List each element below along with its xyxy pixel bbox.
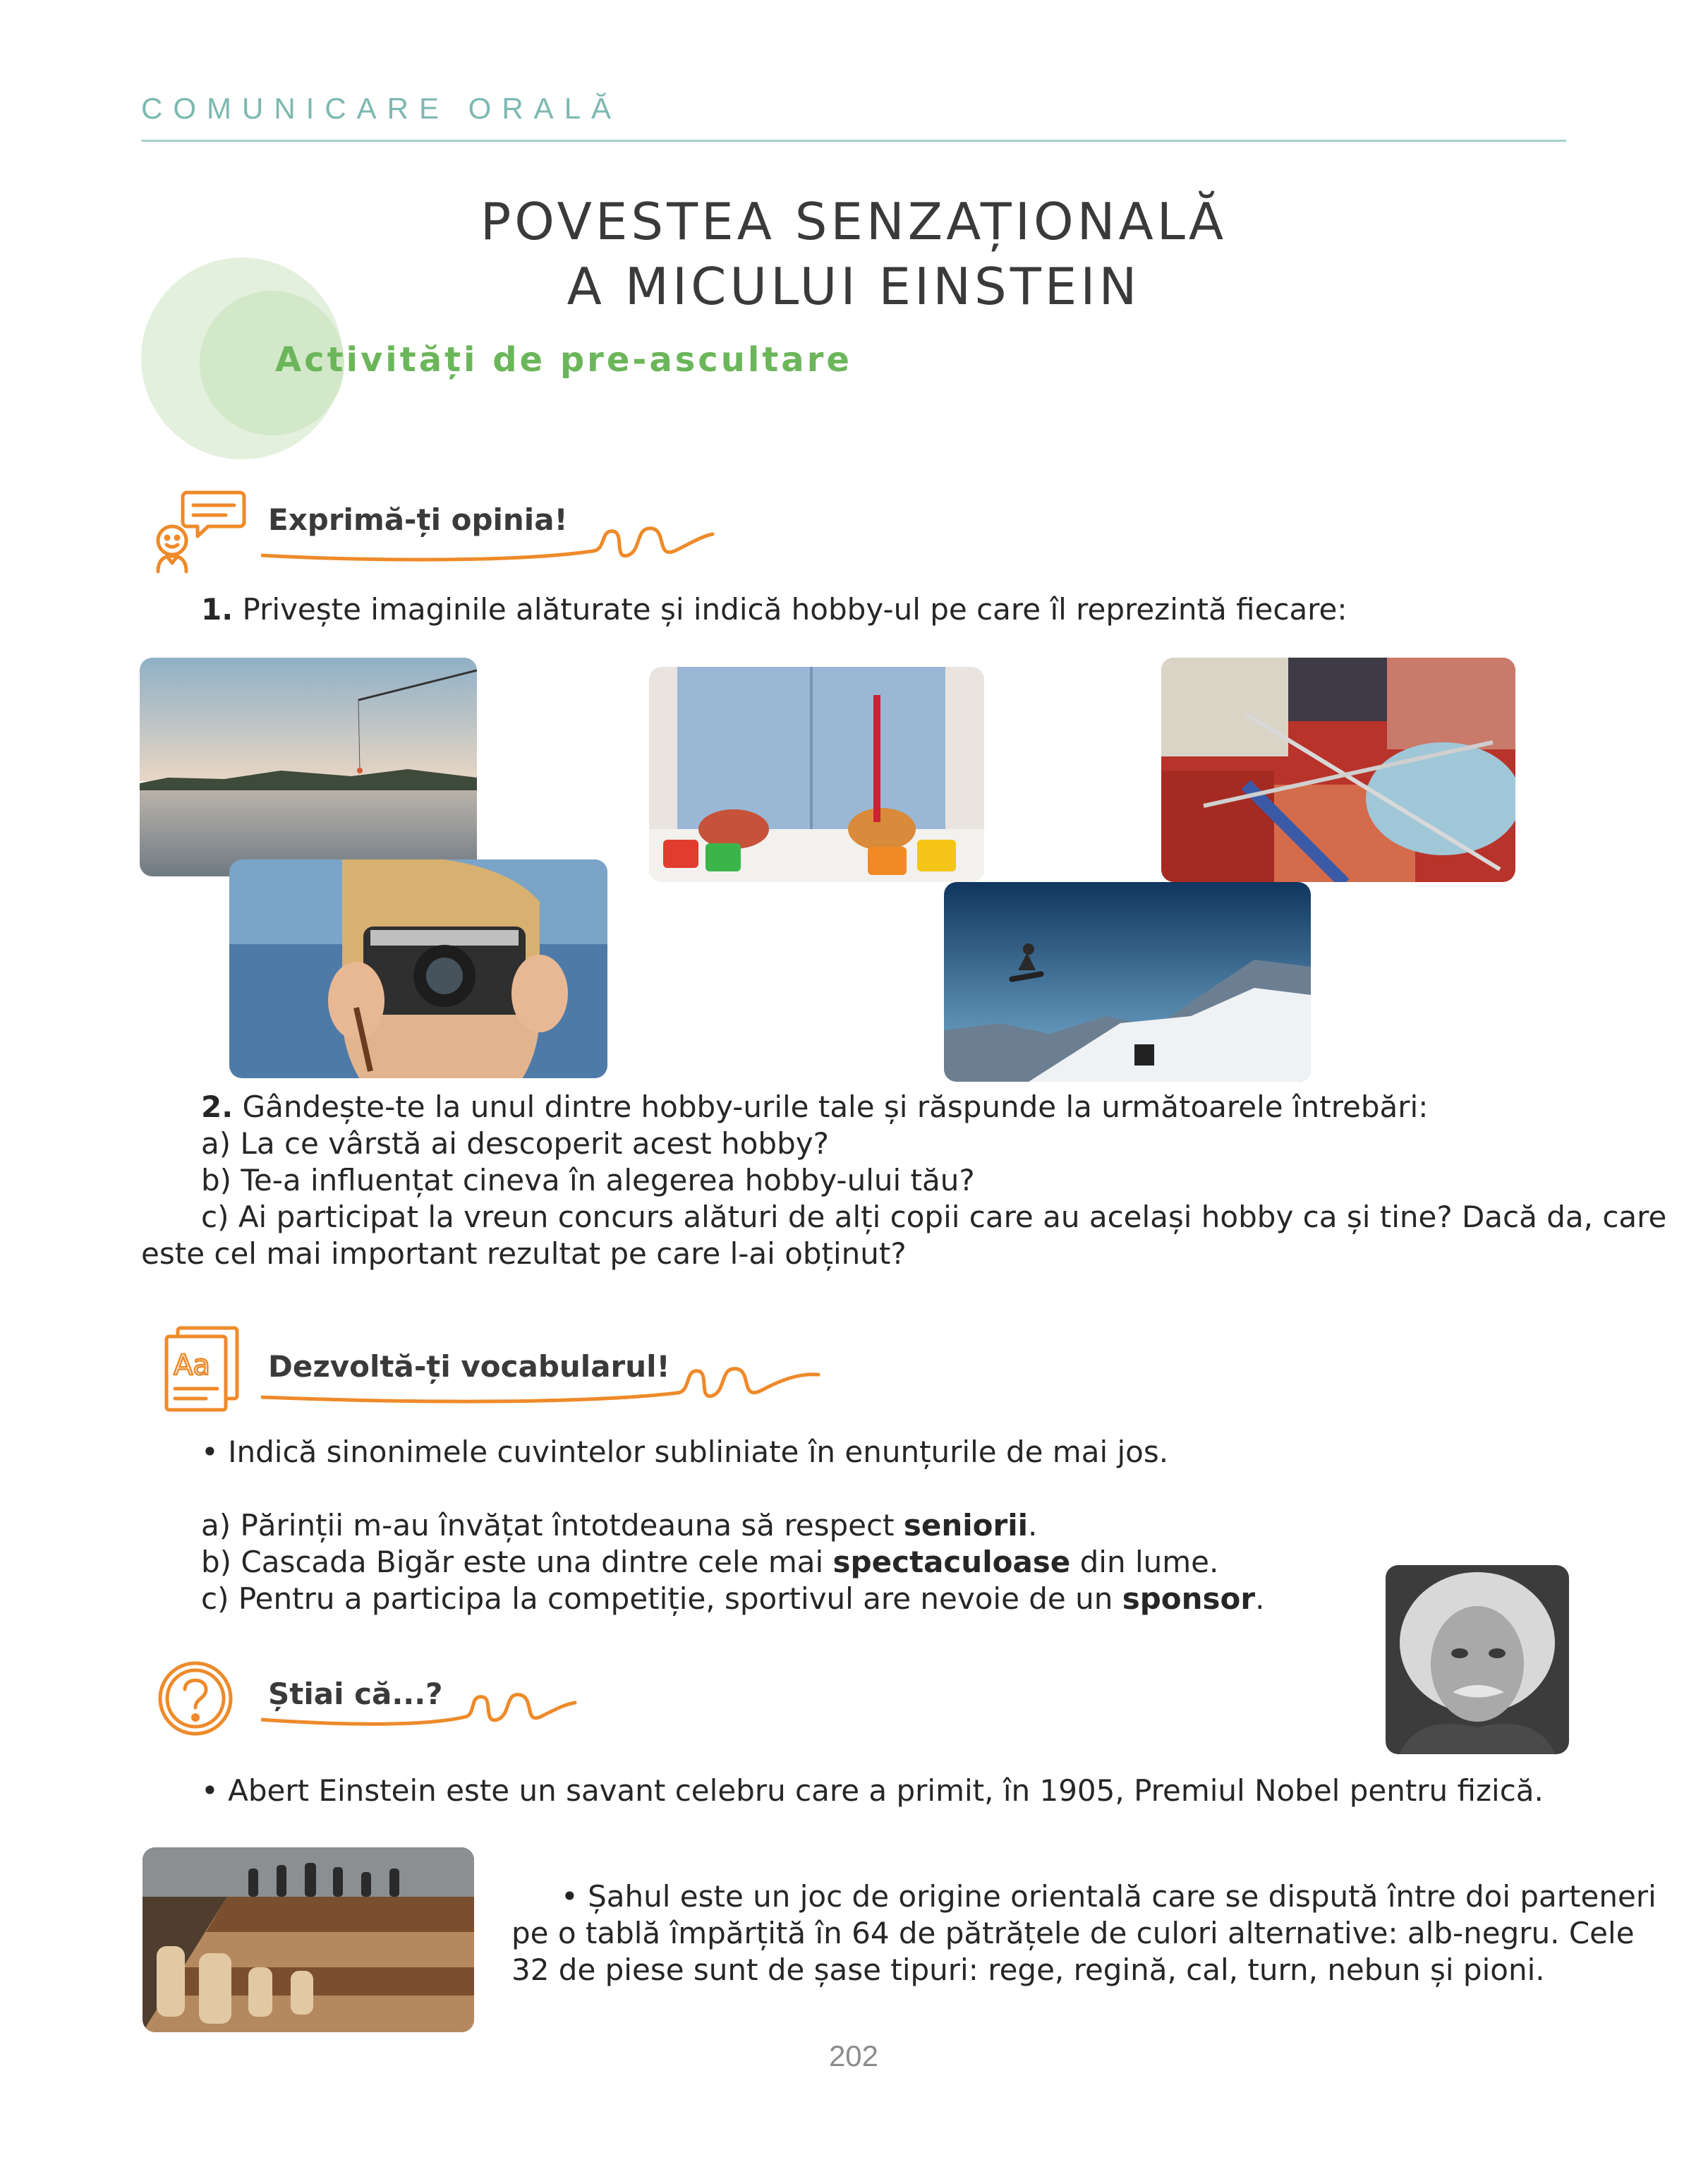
- question-1: [201, 591, 1347, 628]
- vocabulary-book-icon: [164, 1325, 241, 1413]
- orange-underline-squiggle: [261, 519, 720, 568]
- chess-photo: [143, 1847, 474, 2032]
- title-line-2: A MICULUI EINSTEIN: [567, 257, 1141, 316]
- fact-chess-line-2: pe o tablă împărțită în 64 de pătrățele de culori alternative: alb-negru. Cele: [511, 1916, 1635, 1950]
- question-2-item-a: a) La ce vârstă ai descoperit acest hobby?: [201, 1126, 829, 1161]
- subheading: Activități de pre-ascultare: [275, 340, 852, 380]
- photography-photo: [229, 859, 607, 1078]
- section-label: COMUNICARE ORALĂ: [141, 92, 622, 125]
- einstein-portrait: [1386, 1565, 1569, 1754]
- orange-underline-squiggle: [261, 1683, 579, 1732]
- vocabulary-item-c-text: c) Pentru a participa la competiție, sportivul are nevoie de un: [201, 1581, 1122, 1616]
- svg-text:Aa: Aa: [174, 1349, 210, 1382]
- painting-photo: [649, 667, 984, 882]
- vocabulary-item-a-text: a) Părinții m-au învățat întotdeauna să respect: [201, 1508, 904, 1543]
- question-2-item-c-continued: este cel mai important rezultat pe care l-ai obținut?: [141, 1236, 907, 1271]
- vocabulary-item-b: [201, 1544, 1218, 1581]
- question-2-text: Gândește-te la unul dintre hobby-urile tale și răspunde la următoarele întrebări:: [233, 1089, 1429, 1124]
- question-2: [201, 1089, 1428, 1125]
- title-line-1: POVESTEA SENZAȚIONALĂ: [480, 192, 1228, 251]
- question-2-item-b: b) Te-a influențat cineva în alegerea hobby-ului tău?: [201, 1163, 975, 1197]
- section-title-opinion: Exprimă-ți opinia!: [268, 502, 568, 537]
- vocabulary-item-a-keyword: seniorii: [903, 1508, 1029, 1543]
- vocabulary-item-c-keyword: sponsor: [1122, 1581, 1256, 1616]
- vocabulary-item-c-end: .: [1255, 1581, 1265, 1616]
- question-2-item-c: c) Ai participat la vreun concurs alături de alți copii care au același hobby ca și tine? Dacă da, care: [201, 1200, 1667, 1234]
- speech-bubble-icon: [148, 487, 247, 579]
- fact-chess-line-3: 32 de piese sunt de șase tipuri: rege, regină, cal, turn, nebun și pioni.: [511, 1952, 1545, 1987]
- vocabulary-item-b-end: din lume.: [1070, 1545, 1219, 1579]
- question-1-number: 1.: [201, 592, 234, 627]
- snowboarding-photo: [944, 882, 1311, 1082]
- vocabulary-instruction: • Indică sinonimele cuvintelor subliniate în enunțurile de mai jos.: [201, 1435, 1169, 1469]
- orange-underline-squiggle: [261, 1353, 825, 1410]
- question-2-number: 2.: [201, 1089, 234, 1124]
- vocabulary-item-b-text: b) Cascada Bigăr este una dintre cele mai: [201, 1545, 833, 1579]
- section-title-vocabulary: Dezvoltă-ți vocabularul!: [268, 1349, 670, 1384]
- header-divider: [141, 140, 1566, 142]
- vocabulary-item-a-end: .: [1028, 1508, 1038, 1543]
- fact-chess-line-1: • Șahul este un joc de origine orientală care se dispută între doi parteneri: [561, 1879, 1656, 1914]
- fact-einstein: • Abert Einstein este un savant celebru care a primit, în 1905, Premiul Nobel pentru fizică.: [201, 1773, 1544, 1808]
- knitting-photo: [1161, 658, 1515, 882]
- vocabulary-item-a: [201, 1507, 1037, 1544]
- vocabulary-item-b-keyword: spectaculoase: [832, 1545, 1071, 1579]
- fishing-photo: [140, 658, 477, 876]
- question-1-text: Privește imaginile alăturate și indică hobby-ul pe care îl reprezintă fiecare:: [233, 592, 1347, 627]
- page-number: 202: [828, 2039, 879, 2072]
- section-title-did-you-know: Știai că...?: [268, 1677, 443, 1711]
- page-title: [296, 189, 1411, 319]
- vocabulary-item-c: [201, 1581, 1264, 1617]
- question-mark-icon: [157, 1660, 234, 1737]
